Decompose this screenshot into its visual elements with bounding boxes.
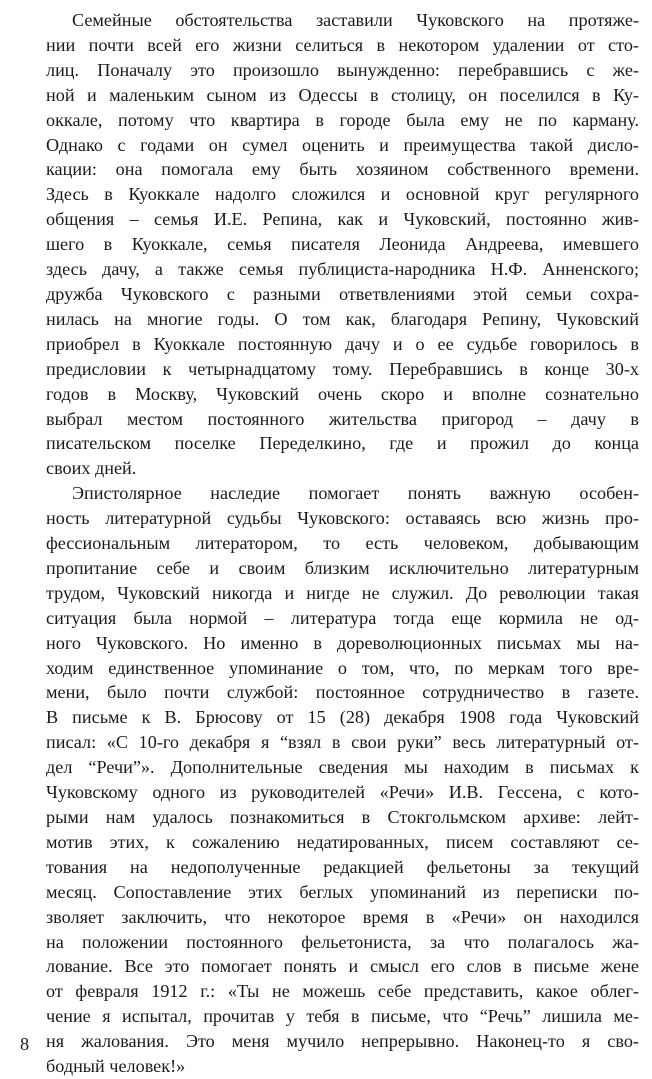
text-line: ходим единственное упоминание о том, что, по меркам того вре-	[46, 657, 639, 678]
text-line: кации: она помогала ему быть хозяином собственного времени.	[46, 159, 639, 180]
text-line: шего в Куоккале, семья писателя Леонида Андреева, имевшего	[46, 234, 639, 255]
text-line: мотив этих, к сожалению недатированных, писем составляют се-	[46, 831, 639, 852]
text-line: писал: «С 10-го декабря я “взял в свои руки” весь литературный от-	[46, 732, 639, 753]
text-line: рыми нам удалось познакомиться в Стокгольмском архиве: лейт-	[46, 807, 639, 827]
text-line: ня жалования. Это меня мучило непрерывно. Наконец-то я сво-	[46, 1031, 639, 1052]
text-line: на положении постоянного фельетониста, за что полагалось жа-	[46, 931, 639, 952]
text-line: тования на недополученные редакцией фельетоны за текущий	[46, 856, 639, 877]
text-line: выбрал местом постоянного жительства пригород – дачу в	[46, 408, 639, 429]
paragraph-2	[20, 481, 639, 1079]
page-body	[20, 8, 639, 1079]
text-line: оккале, потому что квартира в городе была ему не по карману.	[46, 109, 639, 130]
text-line: лование. Все это помогает понять и смысл его слов в письме жене	[46, 956, 639, 977]
text-line: Чуковскому одного из руководителей «Речи» И.В. Гессена, с кото-	[46, 782, 639, 803]
text-line: Однако с годами он сумел оценить и преимущества такой дисло-	[46, 134, 639, 155]
text-line: писательском поселке Переделкино, где и прожил до конца	[46, 433, 639, 454]
paragraph-1	[20, 8, 639, 481]
text-line: бодный человек!»	[46, 1056, 186, 1077]
text-line: дел “Речи”». Дополнительные сведения мы находим в письмах к	[46, 757, 639, 778]
text-line: ность литературной судьбы Чуковского: оставаясь всю жизнь про-	[46, 508, 639, 529]
text-line: дружба Чуковского с разными ответвлениями этой семьи сохра-	[46, 283, 639, 304]
text-line: фессиональным литератором, то есть человеком, добывающим	[46, 533, 639, 554]
text-line: мени, было почти службой: постоянное сотрудничество в газете.	[46, 682, 639, 703]
text-line: здесь дачу, а также семья публициста-народника Н.Ф. Анненского;	[46, 259, 639, 280]
text-line: трудом, Чуковский никогда и нигде не служил. До революции такая	[46, 582, 639, 603]
text-line: нилась на многие годы. О том как, благодаря Репину, Чуковский	[46, 308, 639, 329]
text-line: предисловии к четырнадцатому тому. Перебравшись в конце 30-х	[46, 358, 639, 379]
text-line: В письме к В. Брюсову от 15 (28) декабря 1908 года Чуковский	[46, 707, 639, 728]
page-number: 8	[20, 1034, 30, 1054]
text-line: ной и маленьким сыном из Одессы в столицу, он поселился в Ку-	[46, 84, 639, 105]
text-line: зволяет заключить, что некоторое время в «Речи» он находился	[46, 906, 639, 927]
text-line: пропитание себе и своим близким исключительно литературным	[46, 557, 639, 578]
text-line: своих дней.	[46, 458, 137, 479]
text-line: ситуация была нормой – литература тогда еще кормила не од-	[46, 607, 639, 628]
text-line: лиц. Поначалу это произошло вынужденно: перебравшись с же-	[46, 59, 639, 80]
text-line: приобрел в Куоккале постоянную дачу и о ее судьбе говорилось в	[46, 333, 639, 354]
text-line: Эпистолярное наследие помогает понять важную особен-	[72, 483, 639, 504]
text-line: годов в Москву, Чуковский очень скоро и вполне сознательно	[46, 383, 639, 404]
text-line: Здесь в Куоккале надолго сложился и основной круг регулярного	[46, 184, 639, 205]
text-line: чение я испытал, прочитав у тебя в письме, что “Речь” лишила ме-	[46, 1006, 639, 1027]
text-line: месяц. Сопоставление этих беглых упоминаний из переписки по-	[46, 881, 639, 902]
text-line: общения – семья И.Е. Репина, как и Чуковский, постоянно жив-	[46, 209, 639, 230]
text-line: нии почти всей его жизни селиться в некотором удалении от сто-	[46, 34, 639, 55]
text-line: Семейные обстоятельства заставили Чуковского на протяже-	[72, 10, 639, 30]
text-line: от февраля 1912 г.: «Ты не можешь себе представить, какое облег-	[46, 981, 639, 1002]
text-line: ного Чуковского. Но именно в дореволюционных письмах мы на-	[46, 632, 639, 653]
